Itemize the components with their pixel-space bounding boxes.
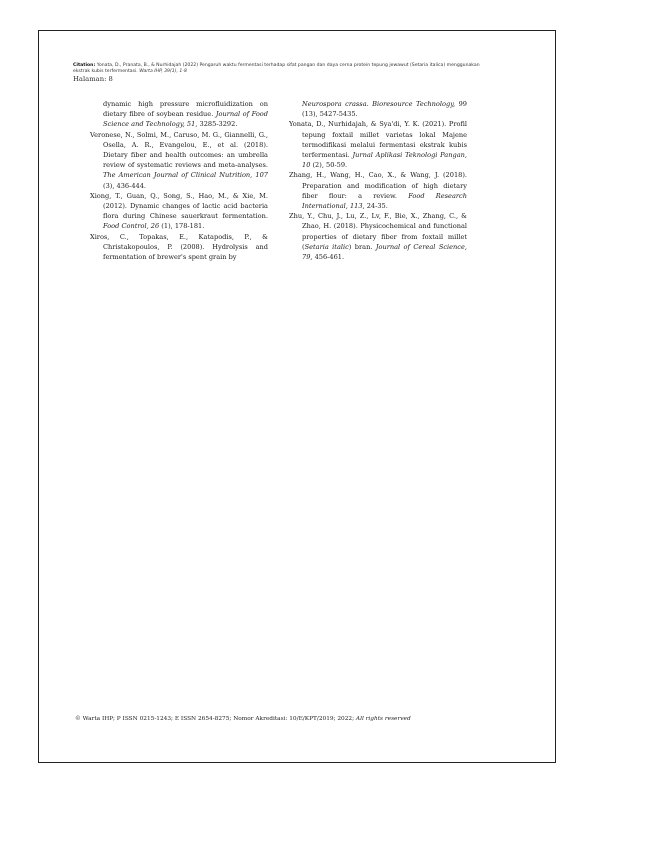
page-number: Halaman: 8 xyxy=(73,75,113,83)
reference-item: dynamic high pressure microfluidization on dietary fibre of soybean residue. Journal of Food Science and Technology, 51, 3285-3292. xyxy=(103,100,268,129)
citation-journal: Warta IHP, 39(1), 1-8 xyxy=(139,69,187,74)
reference-item: Xiros, C., Topakas, E., Katapodis, P., & Christakopoulos, P. (2008). Hydrolysis and fermentation of brewer's spent grain by xyxy=(90,232,268,262)
references-left-column xyxy=(90,99,268,262)
reference-item: Xiong, T., Guan, Q., Song, S., Hao, M., & Xie, M. (2012). Dynamic changes of lactic acid bacteria flora during Chinese sauerkraut fermentation. Food Control, 26 (1), 178-181. xyxy=(90,191,268,231)
reference-item: Zhang, H., Wang, H., Cao, X., & Wang, J. (2018). Preparation and modification of high dietary fiber flour: a review. Food Research International, 113, 24-35. xyxy=(289,171,467,211)
citation-header xyxy=(73,63,493,82)
page-footer xyxy=(75,716,505,722)
citation-label: Citation: xyxy=(73,63,96,68)
reference-item: Veronese, N., Solmi, M., Caruso, M. G., Giannelli, G., Osella, A. R., Evangelou, E., et al. (2018). Dietary fiber and health outcomes: an umbrella review of systematic reviews and meta-analyses. The American Journal of Clinical Nutrition, 107 (3), 436-444. xyxy=(90,130,268,190)
citation-line xyxy=(73,63,493,75)
reference-item: Yonata, D., Nurhidajah, & Sya'di, Y. K. (2021). Profil tepung foxtail millet varietas lokal Majene termodifikasi melalui fermentasi ekstrak kubis terfermentasi. Jurnal Aplikasi Teknologi Pangan, 10 (2), 50-59. xyxy=(289,120,467,170)
citation-text: Yonata, D., Pranata, B., & Nurhidajah (2022) Pengaruh waktu fermentasi terhadap sifat pangan dan daya cerna protein tepung jewawut (Setaria italica) menggunakan ekstrak kubis terfermentasi. xyxy=(73,63,480,74)
reference-item: Neurospora crassa. Bioresource Technology, 99 (13), 5427-5435. xyxy=(302,100,467,119)
footer-rights: All rights reserved xyxy=(355,716,411,722)
footer-text: © Warta IHP; P ISSN 0215-1243; E ISSN 2654-8275; Nomor Akreditasi: 10/E/KPT/2019; 2022; xyxy=(75,716,356,722)
reference-item: Zhu, Y., Chu, J., Lu, Z., Lv, F., Bie, X., Zhang, C., & Zhao, H. (2018). Physicochemical and functional properties of dietary fiber from foxtail millet (Setaria italic) bran. Journal of Cereal Science, 79, 456-461. xyxy=(289,212,467,262)
references-right-column xyxy=(289,99,467,262)
